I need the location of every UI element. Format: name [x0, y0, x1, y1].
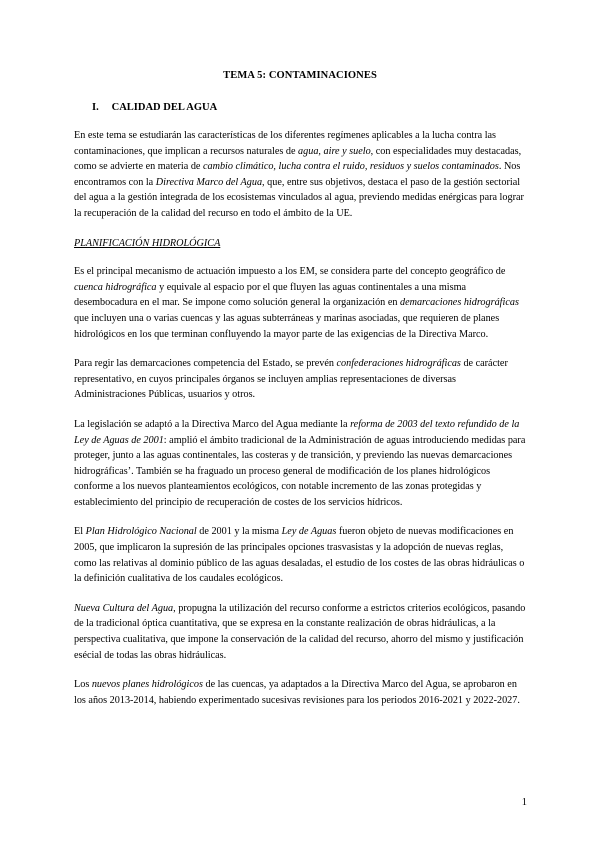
emphasis-text: agua, aire y suelo — [298, 145, 371, 157]
paragraph-intro — [74, 128, 528, 222]
text-run: El — [74, 526, 86, 538]
section-number: I. — [92, 102, 99, 113]
paragraph-nuevos-planes — [74, 677, 528, 708]
text-run: : amplió el ámbito tradicional de la Administración de aguas introduciendo medidas para proteger, junto a las aguas continentales, las costeras y de transición, y previendo las nuevas demarcaciones hidrográficas’. También se ha fraguado un proceso general de modificación de los planes hidrológicos conforme a los nuevos planteamientos ecológicos, con notable incremento de las zonas protegidas y establecimiento del principio de recuperación de costes de los servicios hídricos. — [74, 434, 526, 508]
paragraph-confederaciones — [74, 356, 528, 403]
emphasis-text: nuevos planes hidrológicos — [91, 679, 203, 691]
text-run: de las cuencas, ya adaptados a la Directiva Marco del Agua, se aprobaron en los años 2013-2014, habiendo experimentado sucesivas revisiones para los periodos 2016-2021 y 2022-2027. — [74, 679, 520, 706]
text-run: de 2001 y la misma — [196, 526, 282, 538]
document-title: TEMA 5: CONTAMINACIONES — [223, 70, 377, 81]
text-run: y equivale al espacio por el que fluyen las aguas continentales a una misma desembocadura en el mar. Se impone como solución general la organización en — [74, 281, 467, 309]
section-heading — [92, 102, 217, 113]
text-run: La legislación se adaptó a la Directiva Marco del Agua mediante la — [74, 418, 351, 430]
emphasis-text: Plan Hidrológico Nacional — [85, 526, 197, 538]
text-run: . Nos encontramos con la — [74, 161, 521, 188]
section-title: CALIDAD DEL AGUA — [111, 102, 218, 113]
text-run: En este tema se estudiarán las características de los diferentes regímenes aplicables a la lucha contra las contaminaciones, que implican a recursos naturales de — [74, 130, 497, 157]
paragraph-legislacion — [74, 417, 528, 511]
page-number: 1 — [521, 797, 527, 808]
emphasis-text: Ley de Aguas — [281, 526, 337, 538]
text-run: de carácter representativo, en cuyos principales órganos se incluyen amplias representaciones de diversas Administraciones Públicas, usuarios y otros. — [74, 358, 508, 401]
paragraph-plan-hidrologico — [74, 524, 528, 586]
emphasis-text: confederaciones hidrográficas — [336, 358, 461, 370]
text-run: , con especialidades muy destacadas, como se advierte en materia de — [74, 145, 522, 173]
document-body — [74, 128, 528, 722]
paragraph-nueva-cultura — [74, 601, 528, 663]
text-run: que incluyen una o varias cuencas y las aguas subterráneas y marinas asociadas, que requieren de planes hidrológicos en los que terminan confluyendo la mayor parte de las exigencias de la Directiva Marco. — [74, 312, 500, 340]
text-run: Es el principal mecanismo de actuación impuesto a los EM, se considera parte del concepto geográfico de — [74, 266, 506, 278]
text-run: , propugna la utilización del recurso conforme a estrictos criterios ecológicos, pasando de la tradicional óptica cuantitativa, que se expresa en la constante realización de obras hidráulicas, a la perspectiva cualitativa, que impone la conservación de la calidad del recurso, ahorro del mismo y justificación esécial de todas las obras hidráulicas. — [74, 602, 526, 661]
emphasis-text: demarcaciones hidrográficas — [399, 297, 519, 309]
text-run: Para regir las demarcaciones competencia del Estado, se prevén — [74, 358, 337, 370]
text-run: Los — [74, 679, 92, 691]
emphasis-text: cuenca hidrográfica — [74, 281, 157, 293]
emphasis-text: Directiva Marco del Agua — [155, 176, 263, 188]
subheading-planificacion: PLANIFICACIÓN HIDROLÓGICA — [74, 237, 221, 249]
text-run: , que, entre sus objetivos, destaca el paso de la gestión sectorial del agua a la gestión integrada de los ecosistemas vinculados al agua, previendo medidas enérgicas para lograr la recuperación de la calidad del recurso en todo el ámbito de la UE. — [74, 176, 524, 219]
emphasis-text: cambio climático, lucha contra el ruido, residuos y suelos contaminados — [202, 161, 499, 173]
emphasis-text: Nueva Cultura del Agua — [74, 602, 174, 614]
text-run: fueron objeto de nuevas modificaciones en 2005, que implicaron la supresión de las principales opciones trasvasistas y la adopción de nuevas reglas, como las relativas al dominio público de las aguas desaladas, el estudio de los costes de las obras hidráulicas o la definición cualitativa de los caudales ecológicos. — [74, 526, 525, 585]
emphasis-text: reforma de 2003 del texto refundido de la Ley de Aguas de 2001 — [74, 418, 520, 446]
paragraph-planificacion — [74, 264, 528, 342]
